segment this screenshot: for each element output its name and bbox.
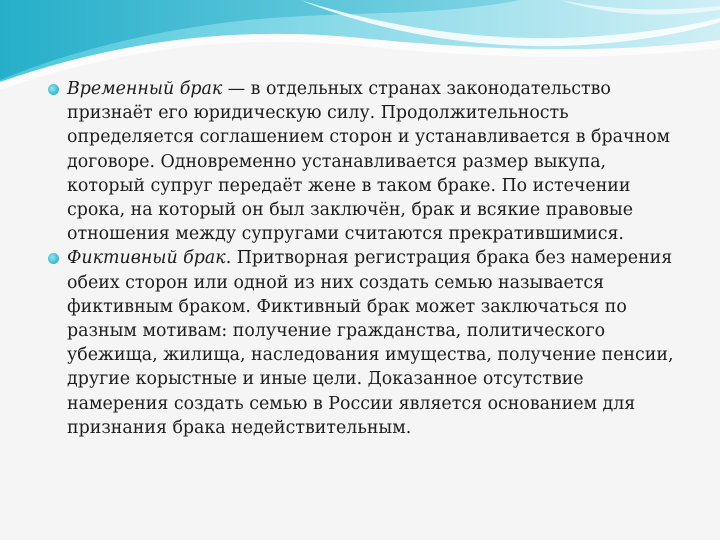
bullet-term: Фиктивный брак: [67, 248, 226, 269]
bullet-item-temporary-marriage: [48, 77, 688, 246]
bullet-text: — в отдельных странах законодательство признаёт его юридическую силу. Продолжительность определяется соглашением сторон и устанавливается в брачном договоре. Одновременно устанавливается размер выкупа, который супруг передаёт жене в таком браке. По истечении срока, на который он был заключён, брак и всякие правовые отношения между супругами считаются прекратившимися.: [67, 79, 671, 245]
bullet-term: Временный брак: [67, 79, 223, 99]
bullet-text: . Притворная регистрация брака без намерения обеих сторон или одной из них создать семью называется фиктивным браком. Фиктивный брак может заключаться по разным мотивам: получение гражданства, политического убежища, жилища, наследования имущества, получение пенсии, другие корыстные и иные цели. Доказанное отсутствие намерения создать семью в России является основанием для признания брака недействительным.: [67, 248, 674, 438]
bullet-item-fictitious-marriage: [48, 246, 688, 440]
content-area: [48, 77, 688, 440]
bullet-list: [48, 77, 688, 440]
bullet-dot-icon: [48, 84, 59, 95]
bullet-dot-icon: [48, 253, 59, 264]
